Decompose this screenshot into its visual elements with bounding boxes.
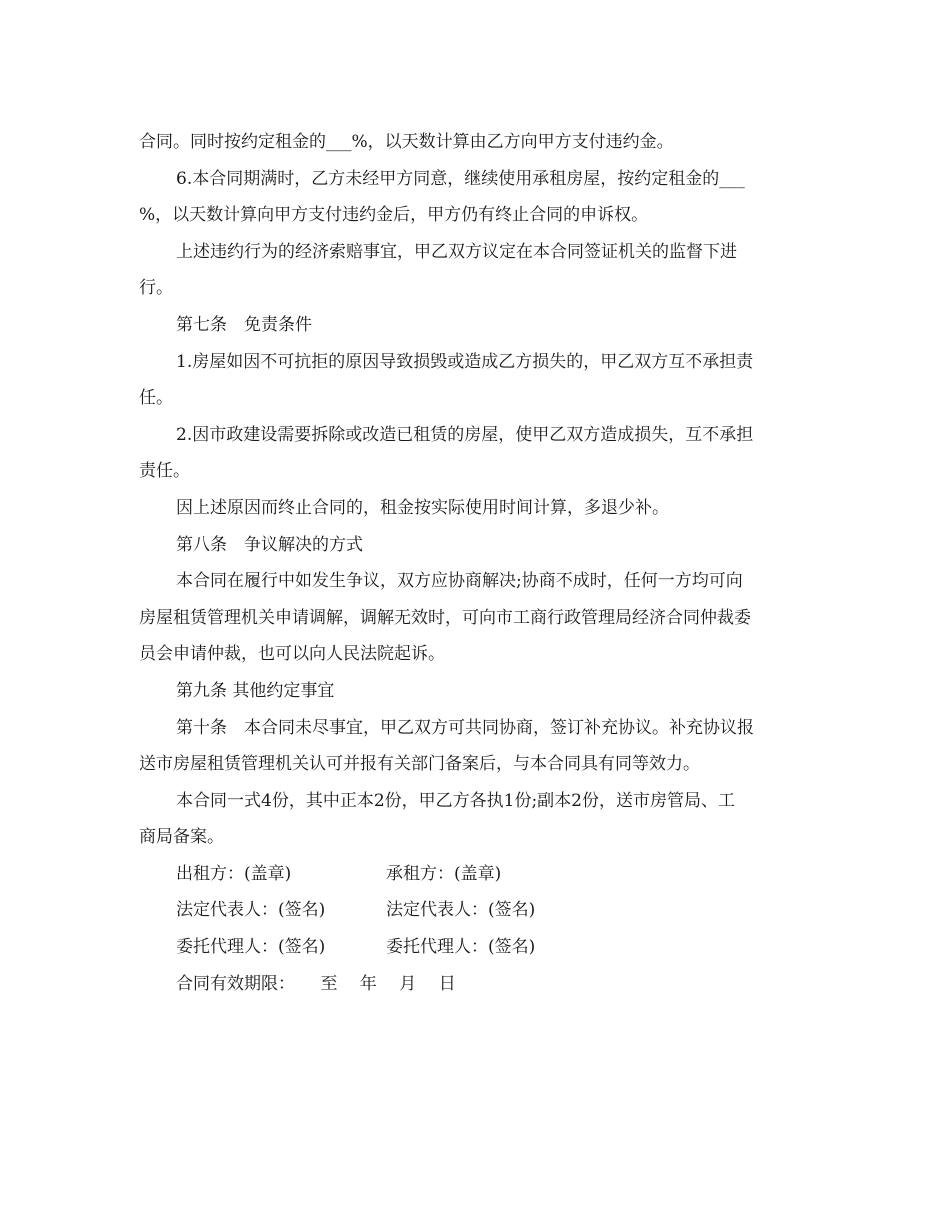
paragraph-line: 6.本合同期满时，乙方未经甲方同意，继续使用承租房屋，按约定租金的___ <box>176 168 745 189</box>
paragraph-line: 送市房屋租赁管理机关认可并报有关部门备案后，与本合同具有同等效力。 <box>139 754 700 775</box>
paragraph-line: 行。 <box>139 278 173 299</box>
paragraph-line: 责任。 <box>139 461 190 482</box>
lessee-seal-label: 承租方：(盖章) <box>386 863 502 884</box>
lessor-agent-label: 委托代理人：(签名) <box>176 937 326 958</box>
article-heading: 第九条 其他约定事宜 <box>176 680 335 701</box>
article-heading: 第七条 免责条件 <box>176 314 312 335</box>
paragraph-line: 商局备案。 <box>139 827 224 848</box>
signature-row <box>139 929 811 966</box>
paragraph-line: %，以天数计算向甲方支付违约金后，甲方仍有终止合同的申诉权。 <box>139 205 649 226</box>
paragraph-line: 2.因市政建设需要拆除或改造已租赁的房屋，使甲乙双方造成损失，互不承担 <box>176 424 754 445</box>
contract-validity-period: 合同有效期限： 至 年 月 日 <box>176 973 456 994</box>
paragraph-line: 1.房屋如因不可抗拒的原因导致损毁或造成乙方损失的，甲乙双方互不承担责 <box>176 351 754 372</box>
signature-row <box>139 856 811 893</box>
paragraph-line: 合同。同时按约定租金的___%，以天数计算由乙方向甲方支付违约金。 <box>139 132 674 152</box>
article-heading: 第八条 争议解决的方式 <box>176 534 363 555</box>
paragraph-line: 因上述原因而终止合同的，租金按实际使用时间计算，多退少补。 <box>176 497 669 518</box>
paragraph-line: 任。 <box>139 388 173 409</box>
paragraph-line: 房屋租赁管理机关申请调解，调解无效时，可向市工商行政管理局经济合同仲裁委 <box>139 607 751 628</box>
paragraph-line: 第十条 本合同未尽事宜，甲乙双方可共同协商，签订补充协议。补充协议报 <box>176 717 754 738</box>
signature-row <box>139 892 811 929</box>
paragraph-line: 上述违约行为的经济索赔事宜，甲乙双方议定在本合同签证机关的监督下进 <box>176 241 737 262</box>
paragraph-line: 本合同在履行中如发生争议，双方应协商解决;协商不成时，任何一方均可向 <box>176 571 743 592</box>
paragraph-line: 员会申请仲裁，也可以向人民法院起诉。 <box>139 644 445 665</box>
lessee-legal-rep-label: 法定代表人：(签名) <box>386 900 536 921</box>
lessor-legal-rep-label: 法定代表人：(签名) <box>176 900 326 921</box>
lessor-seal-label: 出租方：(盖章) <box>176 863 292 884</box>
contract-body <box>139 124 811 1002</box>
paragraph-line: 本合同一式4份，其中正本2份，甲乙方各执1份;副本2份，送市房管局、工 <box>176 790 735 811</box>
lessee-agent-label: 委托代理人：(签名) <box>386 937 536 958</box>
